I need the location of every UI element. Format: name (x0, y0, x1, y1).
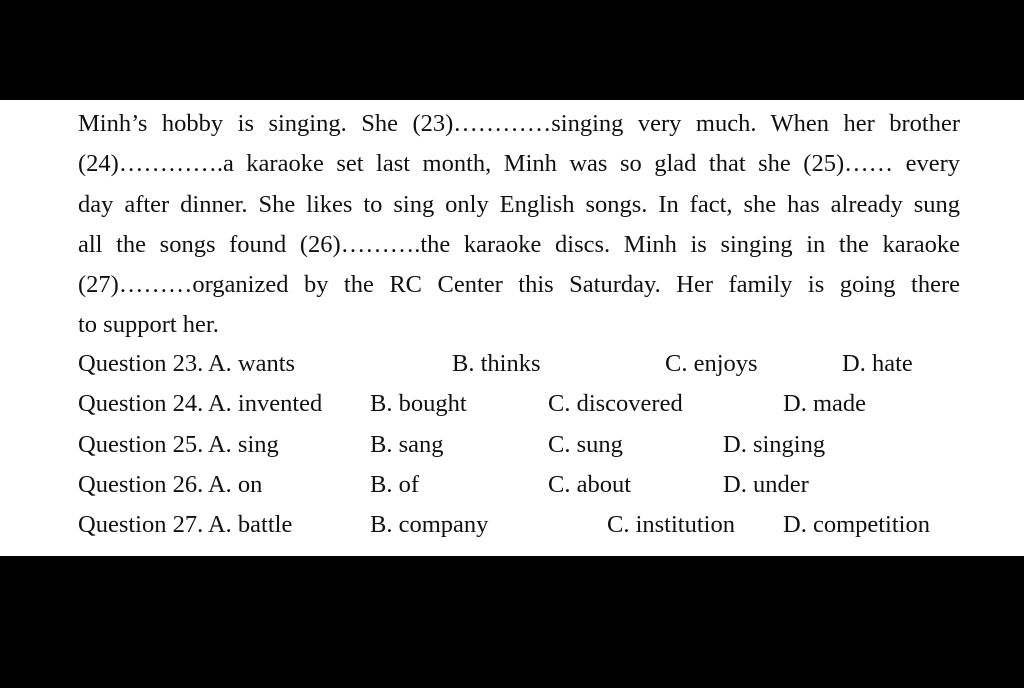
question-row-27 (0, 505, 1024, 545)
question-stem: Question 26. A. on (78, 471, 263, 498)
option-b: B. company (370, 511, 489, 538)
question-stem: Question 25. A. sing (78, 431, 279, 458)
passage-line: Minh’s hobby is singing. She (23)…………singing very much. When her brother (78, 110, 960, 137)
question-stem: Question 27. A. battle (78, 511, 293, 538)
option-d: D. singing (723, 431, 826, 458)
option-c: C. about (548, 471, 632, 498)
document-page (0, 100, 1024, 556)
passage-line: (24)………….a karaoke set last month, Minh was so glad that she (25)…… every (78, 150, 960, 178)
option-c: C. enjoys (665, 350, 758, 377)
option-b: B. sang (370, 431, 444, 458)
top-black-band (0, 0, 1024, 100)
option-d: D. made (783, 390, 866, 417)
option-c: C. discovered (548, 390, 683, 417)
option-d: D. hate (842, 350, 913, 377)
question-row-23 (0, 344, 1024, 384)
option-b: B. of (370, 471, 419, 498)
question-stem: Question 23. A. wants (78, 350, 296, 377)
reading-passage (78, 104, 960, 346)
question-row-24 (0, 384, 1024, 424)
option-d: D. competition (783, 511, 930, 538)
option-c: C. institution (607, 511, 735, 538)
option-c: C. sung (548, 431, 623, 458)
option-d: D. under (723, 471, 809, 498)
passage-line: to support her. (78, 311, 219, 339)
passage-line: all the songs found (26)……….the karaoke discs. Minh is singing in the karaoke (78, 230, 960, 258)
passage-line: day after dinner. She likes to sing only English songs. In fact, she has already sung (78, 190, 960, 218)
question-stem: Question 24. A. invented (78, 390, 323, 417)
passage-line: (27)………organized by the RC Center this Saturday. Her family is going there (78, 271, 960, 299)
option-b: B. bought (370, 390, 467, 417)
option-b: B. thinks (452, 350, 541, 377)
question-row-25 (0, 425, 1024, 465)
bottom-black-band (0, 556, 1024, 688)
question-row-26 (0, 465, 1024, 505)
